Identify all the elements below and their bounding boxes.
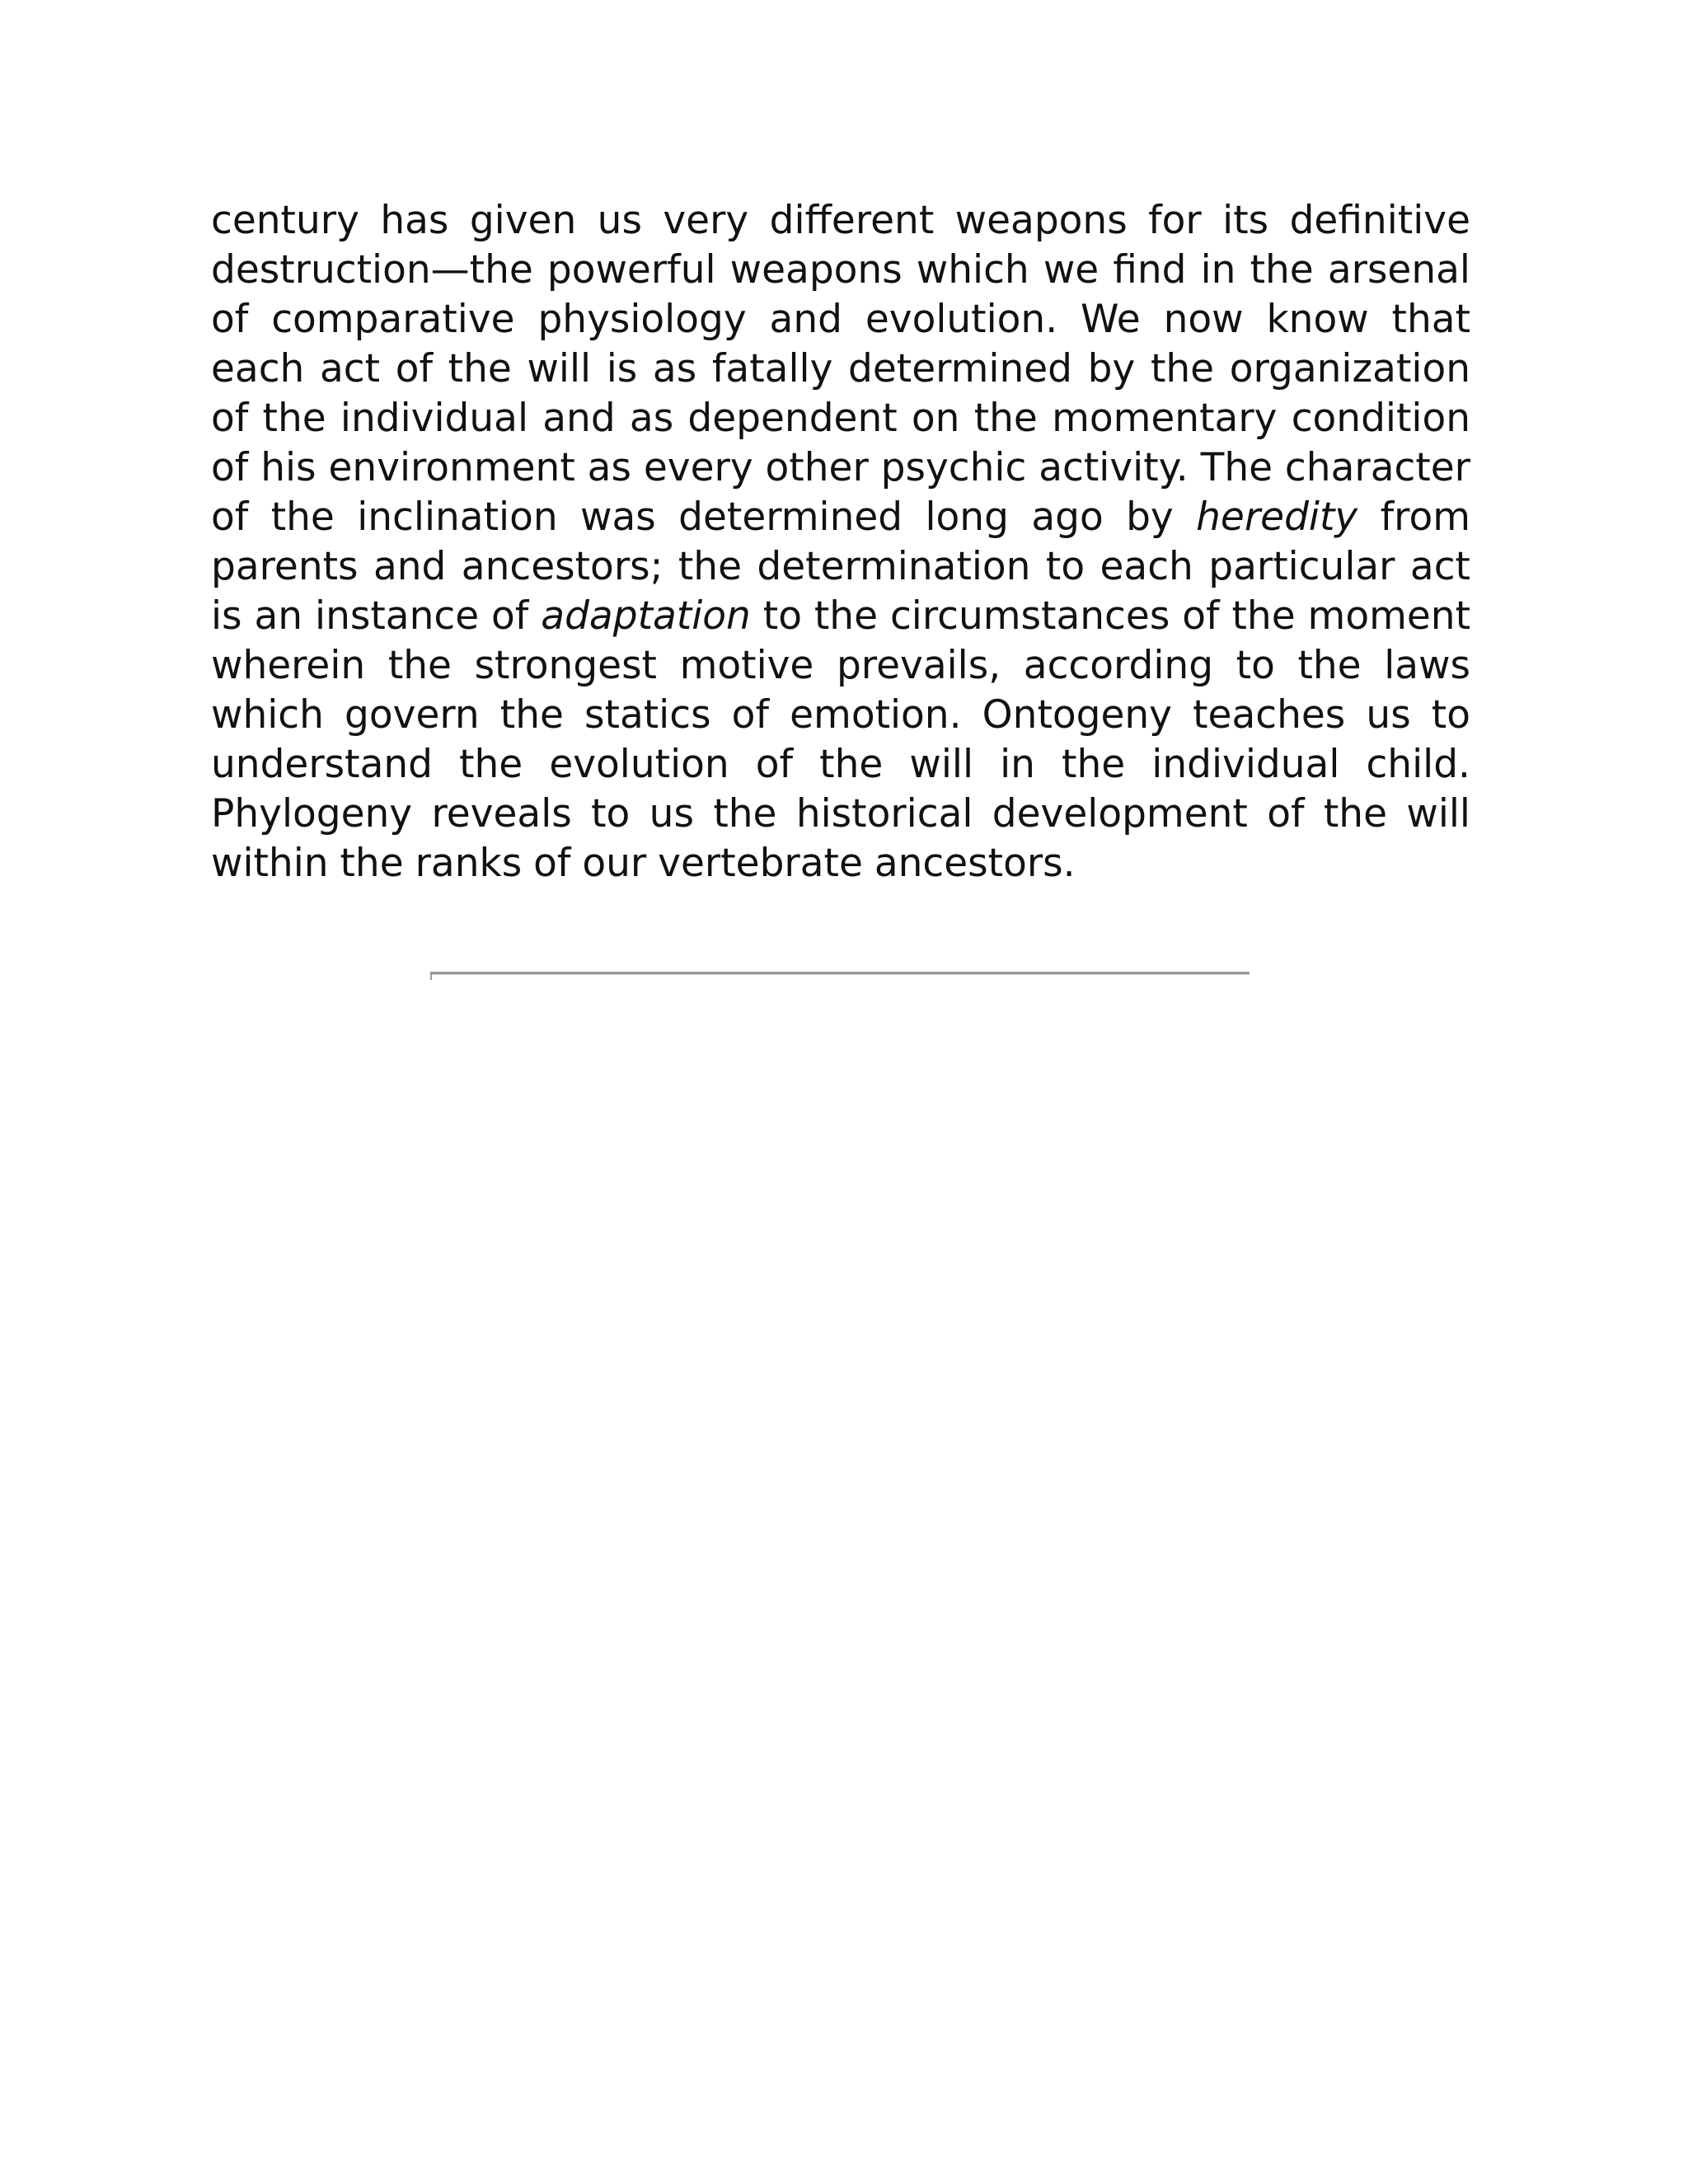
paragraph-text-part-1: century has given us very different weapons for its definitive destruction—the powerful weapons which we find in the arsenal of comparative physiology and evolution. We now know that each act of the will is as fatally determined by the organization of the individual and as dependent on the momentary condition of his environment as every other psychic activity. The character of the inclination was determined long ago by [211, 198, 1470, 540]
paragraph-text-part-2: from parents and ancestors; the determination to each particular act is an instance of [211, 494, 1470, 639]
emphasis-heredity: heredity [1196, 494, 1358, 540]
section-divider [430, 972, 1250, 975]
paragraph-text-part-3: to the circumstances of the moment wherein the strongest motive prevails, according to the laws which govern the statics of emotion. Ontogeny teaches us to understand the evolution of the will in the individual child. Phylogeny reveals to us the historical development of the will within the ranks of our vertebrate ancestors. [211, 593, 1470, 886]
emphasis-adaptation: adaptation [541, 593, 751, 639]
body-paragraph [211, 196, 1470, 888]
